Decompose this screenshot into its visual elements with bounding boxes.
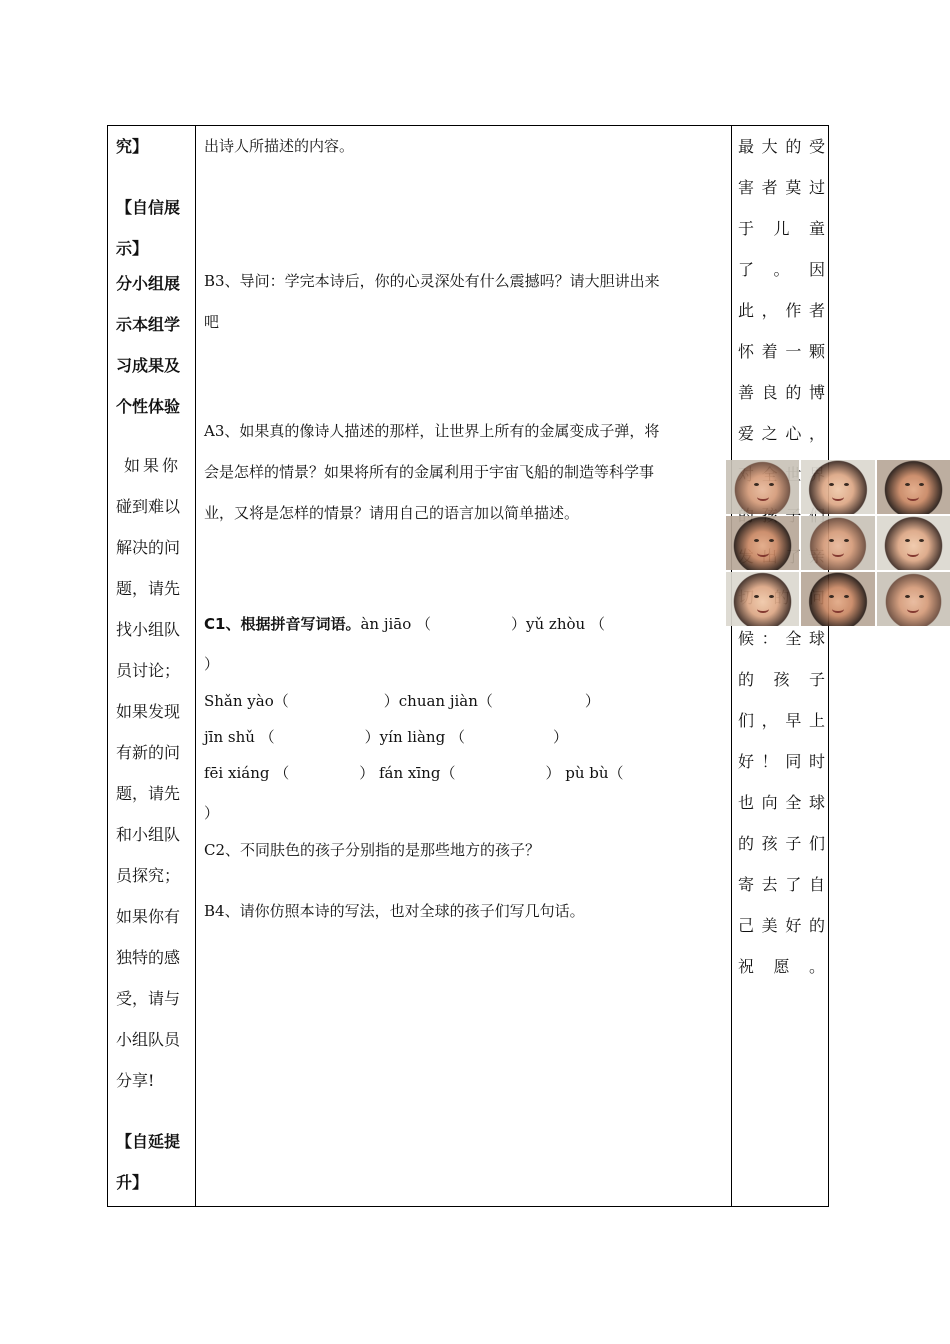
right-line: 己美好的 [738,916,826,935]
pinyin-row-1 [204,681,600,722]
right-line: 害者莫过 [738,178,826,197]
question-b4 [204,891,585,932]
right-line: 善良的博 [738,383,826,402]
pinyin-row-3-close [204,793,219,834]
group-line-4: 个性体验 [116,397,181,416]
child-face-photo [801,460,874,514]
right-line: 祝愿。 [738,957,826,976]
advice-line: 和小组队 [116,825,181,844]
pinyin-chuan-jian: ）chuan jiàn（ [383,692,493,710]
middle-top-line [204,126,354,167]
group-line-1: 分小组展 [116,274,181,293]
b4-label: B4、 [204,902,240,920]
advice-line: 题，请先 [116,579,181,598]
advice-line: 碰到难以 [116,497,181,516]
column-divider-right [731,126,732,1206]
child-face-photo [726,572,799,626]
a3-text-3: 业，又将是怎样的情景？请用自己的语言加以简单描述。 [204,504,580,522]
right-line: 的孩子们 [738,834,826,853]
question-c1 [204,604,605,645]
right-line: 好！同时 [738,752,826,771]
advice-line: 小组队员 [116,1030,181,1049]
pinyin-jin-shu: jīn shǔ （ [204,728,275,746]
advice-line: 解决的问 [116,538,181,557]
child-face-photo [801,516,874,570]
section-title-display-2: 示】 [116,239,149,258]
question-c1-close [204,644,219,685]
pinyin-shan-yao: Shǎn yào（ [204,692,289,710]
right-line: 寄去了自 [738,875,826,894]
child-face-photo [726,516,799,570]
advice-line: 有新的问 [116,743,181,762]
pinyin-row-2 [204,717,568,758]
right-line: 此，作者 [738,301,826,320]
child-face-photo [877,460,950,514]
pinyin-yu-zhou: ）yǔ zhòu （ [511,615,605,633]
group-line-2: 示本组学 [116,315,181,334]
question-b3-cont [204,302,219,343]
b3-text-1: 导问：学完本诗后，你的心灵深处有什么震撼吗？请大胆讲出来 [239,272,660,290]
pinyin-fan-xing: ） fán xīng（ [359,764,456,782]
right-line: 怀着一颗 [738,342,826,361]
a3-label: A3、 [204,422,240,440]
child-face-photo [877,572,950,626]
child-face-photo [726,460,799,514]
pinyin-pu-bu: ） pù bù（ [545,764,624,782]
worksheet-table [107,125,829,1207]
right-line: 爱之心， [738,424,826,443]
right-line: 了。因 [738,260,826,279]
c2-text: 不同肤色的孩子分别指的是那些地方的孩子？ [240,841,541,859]
group-line-3: 习成果及 [116,356,181,375]
pinyin-row-3 [204,753,624,794]
left-column [108,126,195,1203]
c1-label: C1、根据拼音写词语。 [204,615,361,633]
c2-label: C2、 [204,841,241,859]
advice-line: 员探究； [116,866,181,885]
question-a3-cont-2 [204,493,579,534]
question-a3-cont-1 [204,452,654,493]
advice-line: 找小组队 [116,620,181,639]
children-faces-collage [726,460,950,626]
question-a3 [204,411,659,452]
right-line: 的孩子 [738,670,826,689]
child-face-photo [877,516,950,570]
top-line-text: 出诗人所描述的内容。 [204,137,355,155]
pinyin-fei-xiang: fēi xiáng （ [204,764,290,782]
advice-line: 员讨论； [116,661,181,680]
b3-text-2: 吧 [204,313,220,331]
a3-text-2: 会是怎样的情景？如果将所有的金属利用于宇宙飞船的制造等科学事 [204,463,655,481]
advice-line: 题，请先 [116,784,181,803]
advice-line: 如果发现 [116,702,181,721]
pinyin-yin-liang: ）yín liàng （ [364,728,465,746]
right-line: 于儿童 [738,219,826,238]
b3-label: B3、 [204,272,240,290]
child-face-photo [801,572,874,626]
a3-text-1: 如果真的像诗人描述的那样，让世界上所有的金属变成子弹，将 [239,422,660,440]
close-paren: ） [552,728,568,746]
advice-line: 独特的感 [116,948,181,967]
question-c2 [204,830,540,871]
right-line: 也向全球 [738,793,826,812]
advice-line: 如果你 [124,456,182,475]
close-paren: ） [584,692,600,710]
right-line: 们，早上 [738,711,826,730]
advice-line: 受，请与 [116,989,181,1008]
pinyin-an-jiao: àn jiāo （ [360,615,432,633]
advice-line: 分享! [116,1071,155,1090]
section-title-display-1: 【自信展 [116,198,181,217]
column-divider-left [195,126,196,1206]
question-b3 [204,261,660,302]
section-title-extend-2: 升】 [116,1173,149,1192]
right-line: 候：全球 [738,629,826,648]
left-line-0: 究】 [116,137,149,156]
b4-text: 请你仿照本诗的写法，也对全球的孩子们写几句话。 [239,902,585,920]
right-line: 最大的受 [738,137,826,156]
section-title-extend-1: 【自延提 [116,1132,181,1151]
close-paren: ） [204,804,220,822]
advice-line: 如果你有 [116,907,181,926]
c1-close-paren: ） [204,655,220,673]
